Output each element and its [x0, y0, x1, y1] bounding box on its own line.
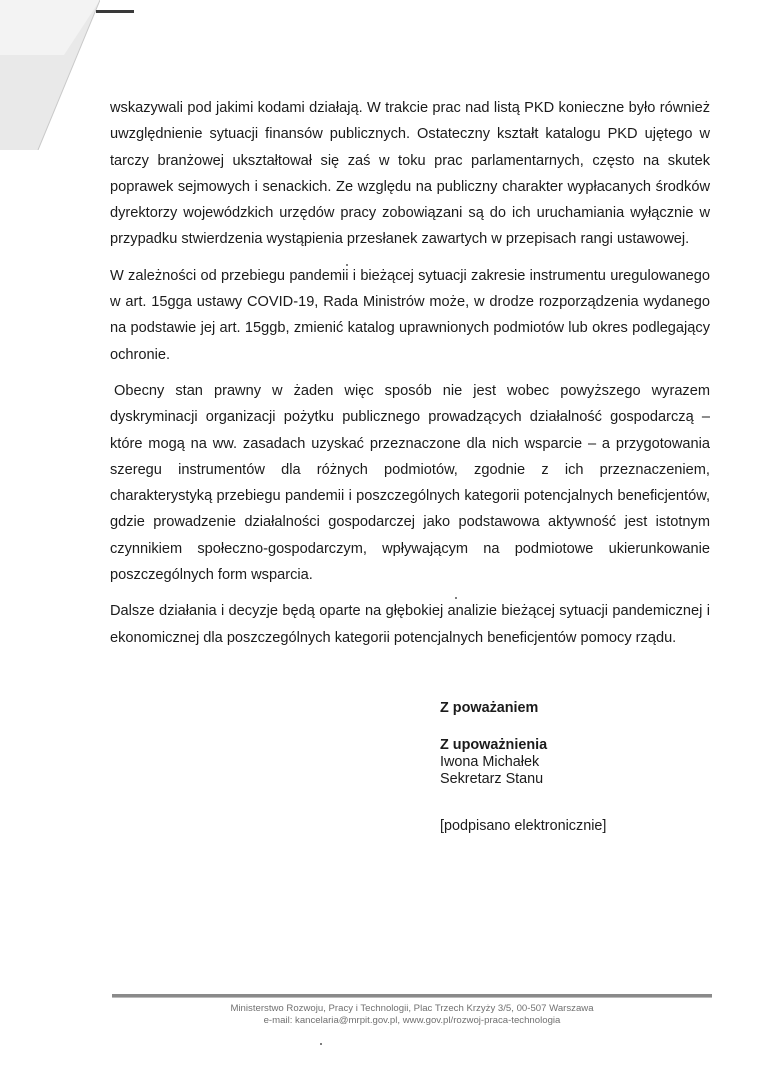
paragraph-2: W zależności od przebiegu pandemii i bieżącej sytuacji zakresie instrumentu uregulowanego w art. 15gga ustawy COVID-19, Rada Ministrów może, w drodze rozporządzenia wydanego na podstawie jej art. 15ggb, zmienić katalog uprawnionych podmiotów lub okres podlegający ochronie. [110, 267, 710, 363]
paragraph-1: wskazywali pod jakimi kodami działają. W trakcie prac nad listą PKD konieczne było również uwzględnienie sytuacji finansów publicznych. Ostateczny kształt katalogu PKD ujętego w tarczy branżowej ukształtował się zaś w toku prac parlamentarnych, często na skutek poprawek sejmowych i senackich. Ze względu na publiczny charakter wypłacanych środków dyrektorzy wojewódzkich urzędów pracy zobowiązani są do ich uruchamiania wyłącznie w przypadku stwierdzenia wystąpienia przesłanek zawartych w przepisach rangi ustawowej. [110, 100, 710, 248]
scan-speck [320, 1043, 322, 1045]
footer-contact: e-mail: kancelaria@mrpit.gov.pl, www.gov.pl/rozwoj-praca-technologia [263, 1015, 561, 1026]
scan-folded-corner [0, 0, 100, 150]
letter-body [110, 95, 710, 651]
authorization-label: Z upoważnienia [440, 737, 548, 753]
signatory-name: Iwona Michałek [440, 754, 540, 770]
paragraph-3: Obecny stan prawny w żaden więc sposób nie jest wobec powyższego wyrazem dyskryminacji organizacji pożytku publicznego prowadzących działalność gospodarczą – które mogą na ww. zasadach uzyskać przeznaczone dla nich wsparcie – a przygotowania szeregu instrumentów dla różnych podmiotów, zgodnie z ich przeznaczeniem, charakterystyką przebiegu pandemii i poszczególnych kategorii potencjalnych beneficjentów, gdzie prowadzenie działalności gospodarczej jako podstawowa aktywność jest istotnym czynnikiem społeczno-gospodarczym, wpływającym na podmiotowe ukierunkowanie poszczególnych form wsparcia. [110, 382, 710, 584]
closing-greeting: Z poważaniem [440, 700, 539, 716]
scan-mark [96, 10, 134, 13]
paragraph-4: Dalsze działania i decyzje będą oparte na głębokiej analizie bieżącej sytuacji pandemicznej i ekonomicznej dla poszczególnych kategorii potencjalnych beneficjentów pomocy rządu. [110, 603, 710, 646]
scan-speck [455, 597, 457, 599]
electronic-signature-note: [podpisano elektronicznie] [440, 818, 607, 834]
footer-address: Ministerstwo Rozwoju, Pracy i Technologii, Plac Trzech Krzyży 3/5, 00-507 Warszawa [230, 1003, 594, 1014]
footer [112, 1003, 712, 1027]
signatory-title: Sekretarz Stanu [440, 771, 544, 787]
scan-speck [346, 264, 348, 266]
signature-block [440, 700, 700, 835]
footer-divider [112, 994, 712, 998]
